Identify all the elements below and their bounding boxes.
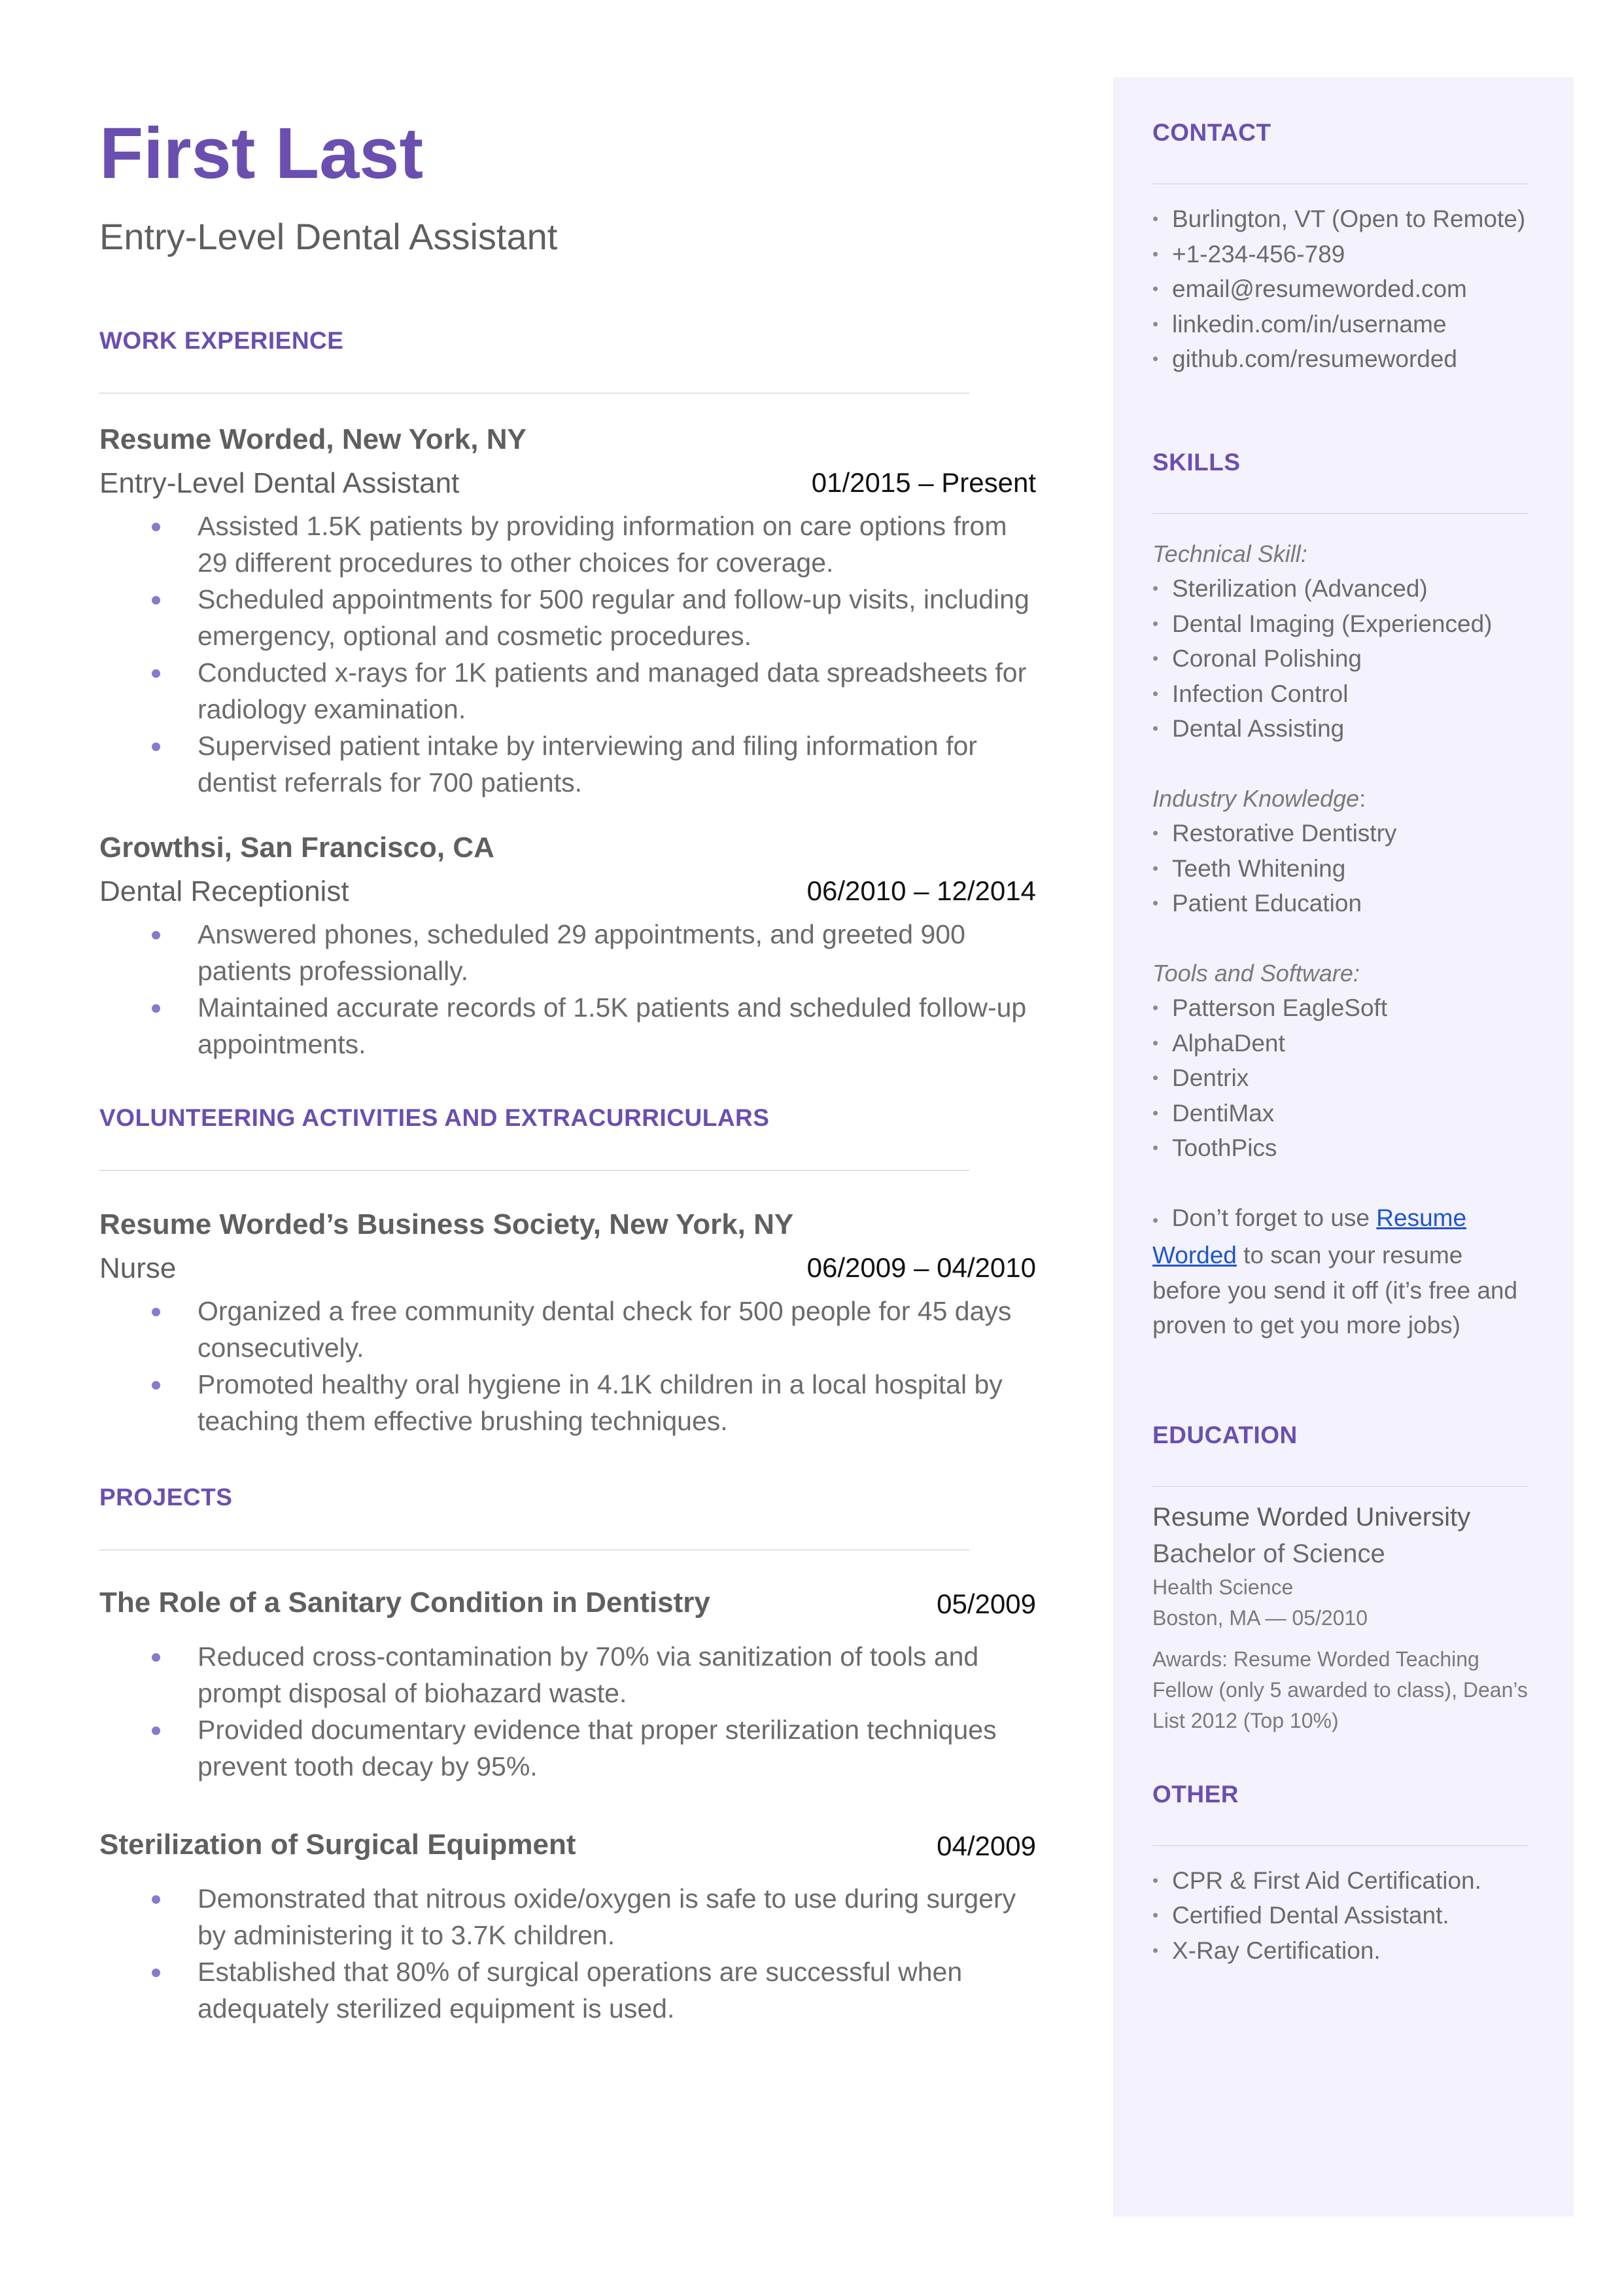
- list-item: Answered phones, scheduled 29 appointments, and greeted 900 patients professionally.: [99, 916, 1035, 989]
- education-school: Resume Worded University: [1152, 1502, 1471, 1532]
- section-heading-work: WORK EXPERIENCE: [99, 327, 344, 354]
- work-role: Entry-Level Dental Assistant: [99, 467, 460, 499]
- technical-skill-list: [1152, 571, 1529, 746]
- section-heading-volunteering: VOLUNTEERING ACTIVITIES AND EXTRACURRICULARS: [99, 1104, 770, 1131]
- skills-section: [1152, 449, 1529, 1343]
- list-item: • Infection Control: [1152, 676, 1529, 712]
- education-degree: Bachelor of Science: [1152, 1539, 1385, 1568]
- volunteer-dates: 06/2009 – 04/2010: [806, 1252, 1036, 1283]
- list-item: • Teeth Whitening: [1152, 851, 1529, 886]
- education-field: Health Science: [1152, 1575, 1294, 1599]
- list-item: Established that 80% of surgical operations are successful when adequately sterilized equipment is used.: [99, 1953, 1035, 2027]
- volunteering-section: [99, 1104, 1035, 1439]
- work-entry: [99, 425, 1035, 801]
- list-item: Assisted 1.5K patients by providing information on care options from 29 different procedures to other choices for coverage.: [99, 508, 1035, 581]
- list-item: • Certified Dental Assistant.: [1152, 1898, 1529, 1933]
- section-heading-education: EDUCATION: [1152, 1421, 1298, 1448]
- project-entry: [99, 1588, 1035, 1785]
- skill-category-tools: Tools and Software:: [1152, 959, 1360, 987]
- list-item: • Sterilization (Advanced): [1152, 571, 1529, 606]
- project-date: 05/2009: [937, 1588, 1036, 1619]
- list-item: Organized a free community dental check for 500 people for 45 days consecutively.: [99, 1293, 1035, 1366]
- list-item: • Dentrix: [1152, 1060, 1529, 1096]
- candidate-name: First Last: [99, 113, 424, 194]
- other-section: [1152, 1781, 1529, 1969]
- section-divider: [99, 1549, 969, 1550]
- main-column: [99, 111, 1035, 2027]
- candidate-title: Entry-Level Dental Assistant: [99, 216, 558, 257]
- work-dates: 06/2010 – 12/2014: [806, 875, 1036, 906]
- list-item: • DentiMax: [1152, 1096, 1529, 1131]
- contact-phone: • +1-234-456-789: [1152, 237, 1529, 272]
- skill-category-industry: [1152, 781, 1529, 816]
- volunteer-org: Resume Worded’s Business Society, New York, NY: [99, 1208, 794, 1240]
- work-entry: [99, 833, 1035, 1062]
- bullet-list: [99, 1638, 1035, 1785]
- section-heading-projects: PROJECTS: [99, 1484, 233, 1511]
- list-item: Reduced cross-contamination by 70% via sanitization of tools and prompt disposal of biohazard waste.: [99, 1638, 1035, 1711]
- contact-list: [1152, 201, 1529, 377]
- contact-linkedin[interactable]: • linkedin.com/in/username: [1152, 307, 1529, 342]
- project-name: The Role of a Sanitary Condition in Dentistry: [99, 1586, 710, 1619]
- bullet-list: [99, 1880, 1035, 2027]
- section-divider: [1152, 183, 1529, 184]
- bullet-list: [99, 916, 1035, 1062]
- contact-section: [1152, 119, 1529, 377]
- project-date: 04/2009: [937, 1831, 1036, 1861]
- skill-category-industry-label: Industry Knowledge: [1152, 784, 1360, 812]
- project-name: Sterilization of Surgical Equipment: [99, 1829, 576, 1861]
- list-item: • Dental Imaging (Experienced): [1152, 606, 1529, 642]
- list-item: • X-Ray Certification.: [1152, 1933, 1529, 1969]
- section-heading-other: OTHER: [1152, 1780, 1239, 1808]
- list-item: Maintained accurate records of 1.5K patients and scheduled follow-up appointments.: [99, 989, 1035, 1062]
- contact-github[interactable]: • github.com/resumeworded: [1152, 342, 1529, 377]
- section-divider: [1152, 1845, 1529, 1846]
- contact-location: • Burlington, VT (Open to Remote): [1152, 201, 1529, 237]
- skill-category-technical: Technical Skill:: [1152, 540, 1307, 567]
- education-location-date: Boston, MA — 05/2010: [1152, 1605, 1368, 1630]
- section-divider: [1152, 513, 1529, 514]
- section-divider: [1152, 1486, 1529, 1487]
- work-dates: 01/2015 – Present: [811, 467, 1036, 498]
- list-item: Supervised patient intake by interviewing and filing information for dentist referrals for 700 patients.: [99, 727, 1035, 801]
- work-experience-section: [99, 327, 1035, 1062]
- list-item: • Patterson EagleSoft: [1152, 990, 1529, 1026]
- section-divider: [99, 1170, 969, 1171]
- list-item: Demonstrated that nitrous oxide/oxygen is safe to use during surgery by administering it to 3.7K children.: [99, 1880, 1035, 1953]
- list-item: Scheduled appointments for 500 regular and follow-up visits, including emergency, optional and cosmetic procedures.: [99, 581, 1035, 654]
- list-item: • ToothPics: [1152, 1130, 1529, 1166]
- contact-email[interactable]: • email@resumeworded.com: [1152, 272, 1529, 307]
- sidebar: [1113, 77, 1574, 2216]
- list-item: • Coronal Polishing: [1152, 641, 1529, 676]
- work-role: Dental Receptionist: [99, 875, 349, 907]
- other-list: [1152, 1863, 1529, 1969]
- bullet-list: [99, 1293, 1035, 1439]
- work-org: Growthsi, San Francisco, CA: [99, 832, 494, 864]
- list-item: Promoted healthy oral hygiene in 4.1K children in a local hospital by teaching them effective brushing techniques.: [99, 1366, 1035, 1439]
- education-awards: Awards: Resume Worded Teaching Fellow (only 5 awarded to class), Dean’s List 2012 (Top 10%): [1152, 1647, 1528, 1732]
- resume-worded-tip: • Don’t forget to use Resume Worded to scan your resume before you send it off (it’s free and proven to get you more jobs): [1152, 1204, 1518, 1339]
- projects-section: [99, 1484, 1035, 2027]
- project-entry: [99, 1831, 1035, 2027]
- section-divider: [99, 393, 969, 394]
- list-item: • Restorative Dentistry: [1152, 816, 1529, 851]
- volunteer-role: Nurse: [99, 1252, 177, 1284]
- volunteer-entry: [99, 1210, 1035, 1439]
- list-item: • CPR & First Aid Certification.: [1152, 1863, 1529, 1899]
- list-item: • Dental Assisting: [1152, 711, 1529, 746]
- list-item: • AlphaDent: [1152, 1026, 1529, 1061]
- section-heading-skills: SKILLS: [1152, 448, 1241, 476]
- bullet-list: [99, 508, 1035, 801]
- work-org: Resume Worded, New York, NY: [99, 423, 527, 455]
- industry-skill-list: [1152, 816, 1529, 921]
- skill-category-industry-colon: :: [1359, 784, 1366, 812]
- section-heading-contact: CONTACT: [1152, 119, 1271, 146]
- resume-worded-link[interactable]: Resume Worded: [1152, 1204, 1467, 1269]
- tools-skill-list: [1152, 990, 1529, 1166]
- education-section: [1152, 1422, 1529, 1736]
- list-item: Provided documentary evidence that proper sterilization techniques prevent tooth decay by 95%.: [99, 1711, 1035, 1785]
- list-item: • Patient Education: [1152, 886, 1529, 921]
- list-item: Conducted x-rays for 1K patients and managed data spreadsheets for radiology examination.: [99, 654, 1035, 727]
